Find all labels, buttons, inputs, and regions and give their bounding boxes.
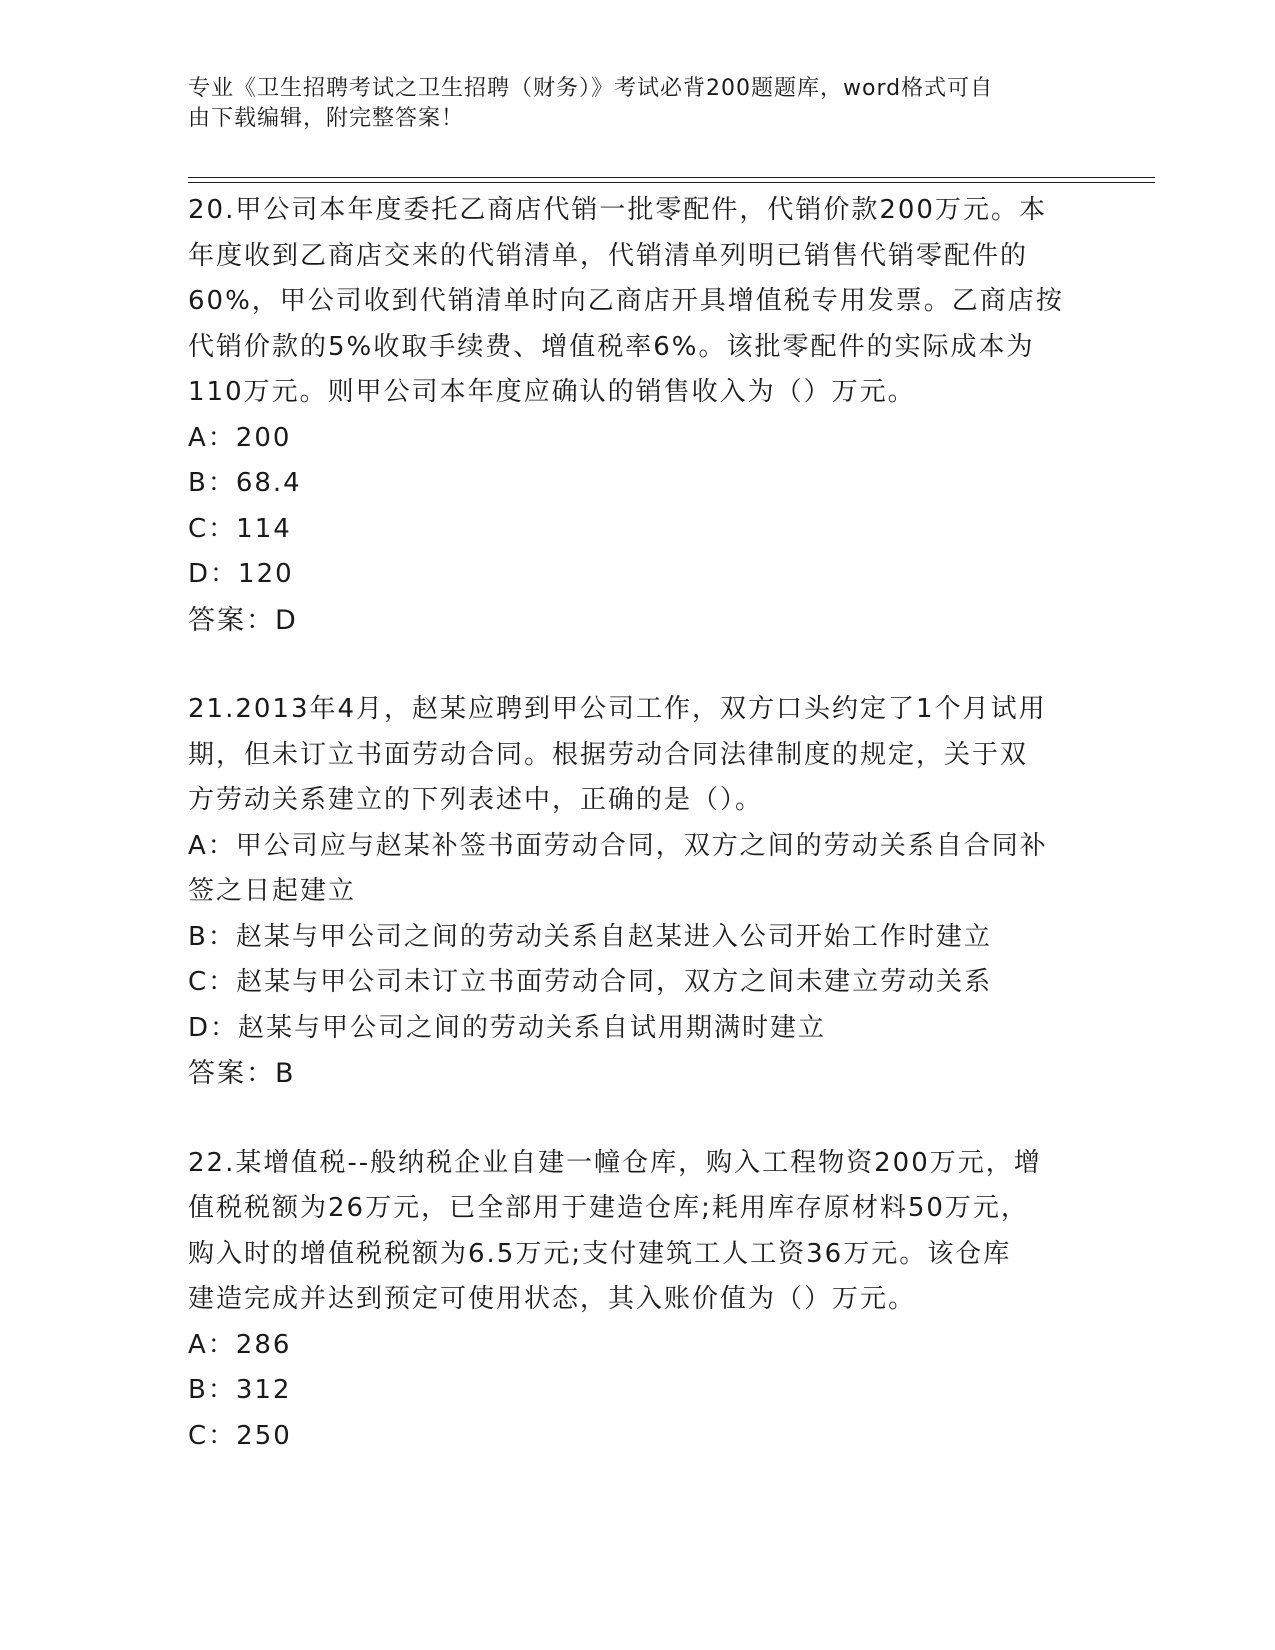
answer: 答案：B xyxy=(188,1058,296,1089)
question-line: 建造完成并达到预定可使用状态，其入账价值为（）万元。 xyxy=(188,1284,917,1314)
question-list xyxy=(188,188,1088,1459)
option-c: C：250 xyxy=(188,1420,292,1451)
option-d: D：赵某与甲公司之间的劳动关系自试用期满时建立 xyxy=(188,1012,827,1043)
spacer xyxy=(188,643,1088,687)
question-line: 22.某增值税--般纳税企业自建一幢仓库，购入工程物资200万元，增 xyxy=(188,1147,1042,1178)
header-line-2: 由下载编辑，附完整答案！ xyxy=(188,106,465,131)
document-header xyxy=(188,74,1068,134)
question-22 xyxy=(188,1141,1088,1460)
question-line: 110万元。则甲公司本年度应确认的销售收入为（）万元。 xyxy=(188,377,916,407)
option-a: A：甲公司应与赵某补签书面劳动合同，双方之间的劳动关系自合同补 xyxy=(188,830,1048,861)
option-a: A：286 xyxy=(188,1329,292,1360)
option-a: A：200 xyxy=(188,422,292,453)
question-line: 代销价款的5%收取手续费、增值税率6%。该批零配件的实际成本为 xyxy=(188,331,1035,362)
question-line: 值税税额为26万元，已全部用于建造仓库;耗用库存原材料50万元， xyxy=(188,1193,1029,1223)
spacer xyxy=(188,1097,1088,1141)
question-line: 21.2013年4月，赵某应聘到甲公司工作，双方口头约定了1个月试用 xyxy=(188,694,1047,724)
option-b: B：68.4 xyxy=(188,468,302,498)
question-21 xyxy=(188,687,1088,1097)
option-d: D：120 xyxy=(188,559,294,589)
question-line: 方劳动关系建立的下列表述中，正确的是（）。 xyxy=(188,785,764,815)
header-rule-top xyxy=(188,177,1155,178)
header-line-1: 专业《卫生招聘考试之卫生招聘（财务）》考试必背200题题库，word格式可自 xyxy=(188,76,994,101)
question-line: 购入时的增值税税额为6.5万元;支付建筑工人工资36万元。该仓库 xyxy=(188,1238,1012,1269)
question-line: 60%，甲公司收到代销清单时向乙商店开具增值税专用发票。乙商店按 xyxy=(188,286,1064,316)
question-line: 年度收到乙商店交来的代销清单，代销清单列明已销售代销零配件的 xyxy=(188,240,1029,271)
option-c: C：赵某与甲公司未订立书面劳动合同，双方之间未建立劳动关系 xyxy=(188,967,993,997)
option-b: B：312 xyxy=(188,1375,292,1405)
option-c: C：114 xyxy=(188,513,292,544)
question-line: 期，但未订立书面劳动合同。根据劳动合同法律制度的规定，关于双 xyxy=(188,739,1029,770)
option-b: B：赵某与甲公司之间的劳动关系自赵某进入公司开始工作时建立 xyxy=(188,921,992,952)
question-line: 20.甲公司本年度委托乙商店代销一批零配件，代销价款200万元。本 xyxy=(188,195,1047,225)
option-a-continued: 签之日起建立 xyxy=(188,876,357,906)
header-rule-bottom xyxy=(188,182,1155,183)
answer: 答案：D xyxy=(188,604,298,636)
question-20 xyxy=(188,188,1088,643)
